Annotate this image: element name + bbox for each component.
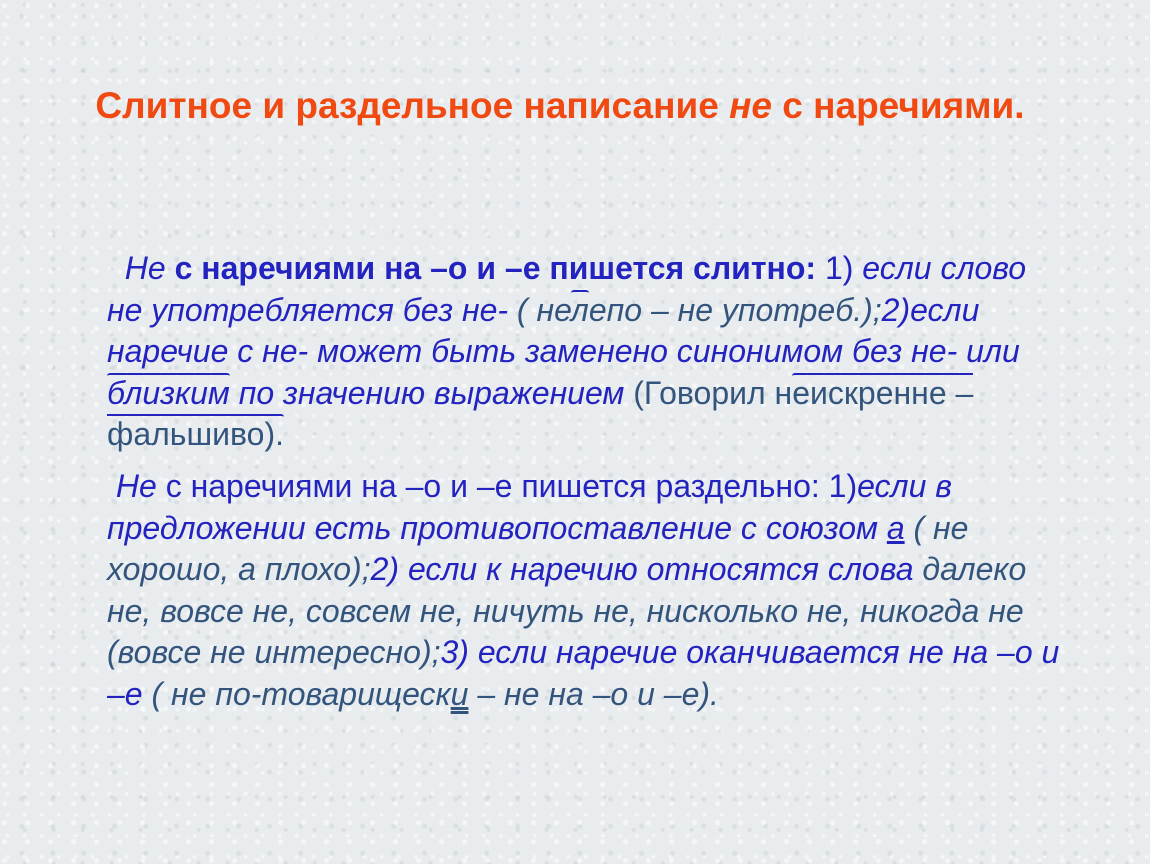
- rule-separate-example-3-rest: – не на –о и –е).: [468, 675, 719, 712]
- rule-separate-ne: Не: [115, 468, 157, 504]
- rule-joined-paragraph: [107, 248, 1067, 456]
- rule-joined-condition-1: если слово не употребляется без не-: [107, 250, 1027, 328]
- rule-joined-condition-2a: 2)если наречие с не- может быть заменено синонимом без не- или: [107, 291, 1020, 369]
- rule-joined-example-1-root: л: [570, 291, 589, 328]
- rule-joined-condition-2b: по значению выражением: [229, 374, 625, 411]
- title-ne: не: [729, 85, 773, 126]
- rule-separate-condition-2: 2) если к наречию относятся слова: [370, 551, 914, 587]
- rule-separate-condition-1a: если в предложении есть противопоставление с союзом: [107, 468, 952, 546]
- title-part2: с наречиями.: [772, 85, 1025, 126]
- rule-joined-example-1-open: ( не: [508, 291, 571, 328]
- rule-separate-number: 1): [828, 468, 858, 504]
- rule-joined-example-2-open: (Говорил н: [624, 374, 793, 411]
- rule-joined-number: 1): [816, 250, 863, 286]
- rule-separate-example-3-open: ( не по-товарищеск: [142, 675, 451, 712]
- rule-separate-example-3-suffix: и: [450, 675, 469, 712]
- rule-separate-heading: с наречиями на –о и –е пишется раздельно:: [156, 468, 820, 504]
- slide-title: [60, 80, 1060, 132]
- rule-separate-condition-3: 3) если наречие оканчивается не на –о и –е: [107, 634, 1060, 712]
- rule-joined-ne: Не: [124, 250, 166, 286]
- rule-joined-condition-2-word: близким: [107, 374, 230, 411]
- rule-separate-paragraph: [107, 466, 1067, 715]
- rule-joined-example-2-rest: еискренне – фальшиво).: [107, 374, 974, 452]
- rule-separate-example-1: ( не хорошо, а плохо);: [107, 509, 969, 587]
- rule-separate-words-list: далеко не, вовсе не, совсем не, ничуть не, нисколько не, никогда не (вовсе не интересно);: [107, 551, 1027, 670]
- rule-joined-example-1-rest: епо – не употреб.);: [588, 291, 882, 328]
- rule-separate-conjunction-a: а: [886, 509, 905, 546]
- rule-joined-heading: с наречиями на –о и –е пишется слитно:: [165, 250, 817, 286]
- title-part1: Слитное и раздельное написание: [95, 85, 730, 126]
